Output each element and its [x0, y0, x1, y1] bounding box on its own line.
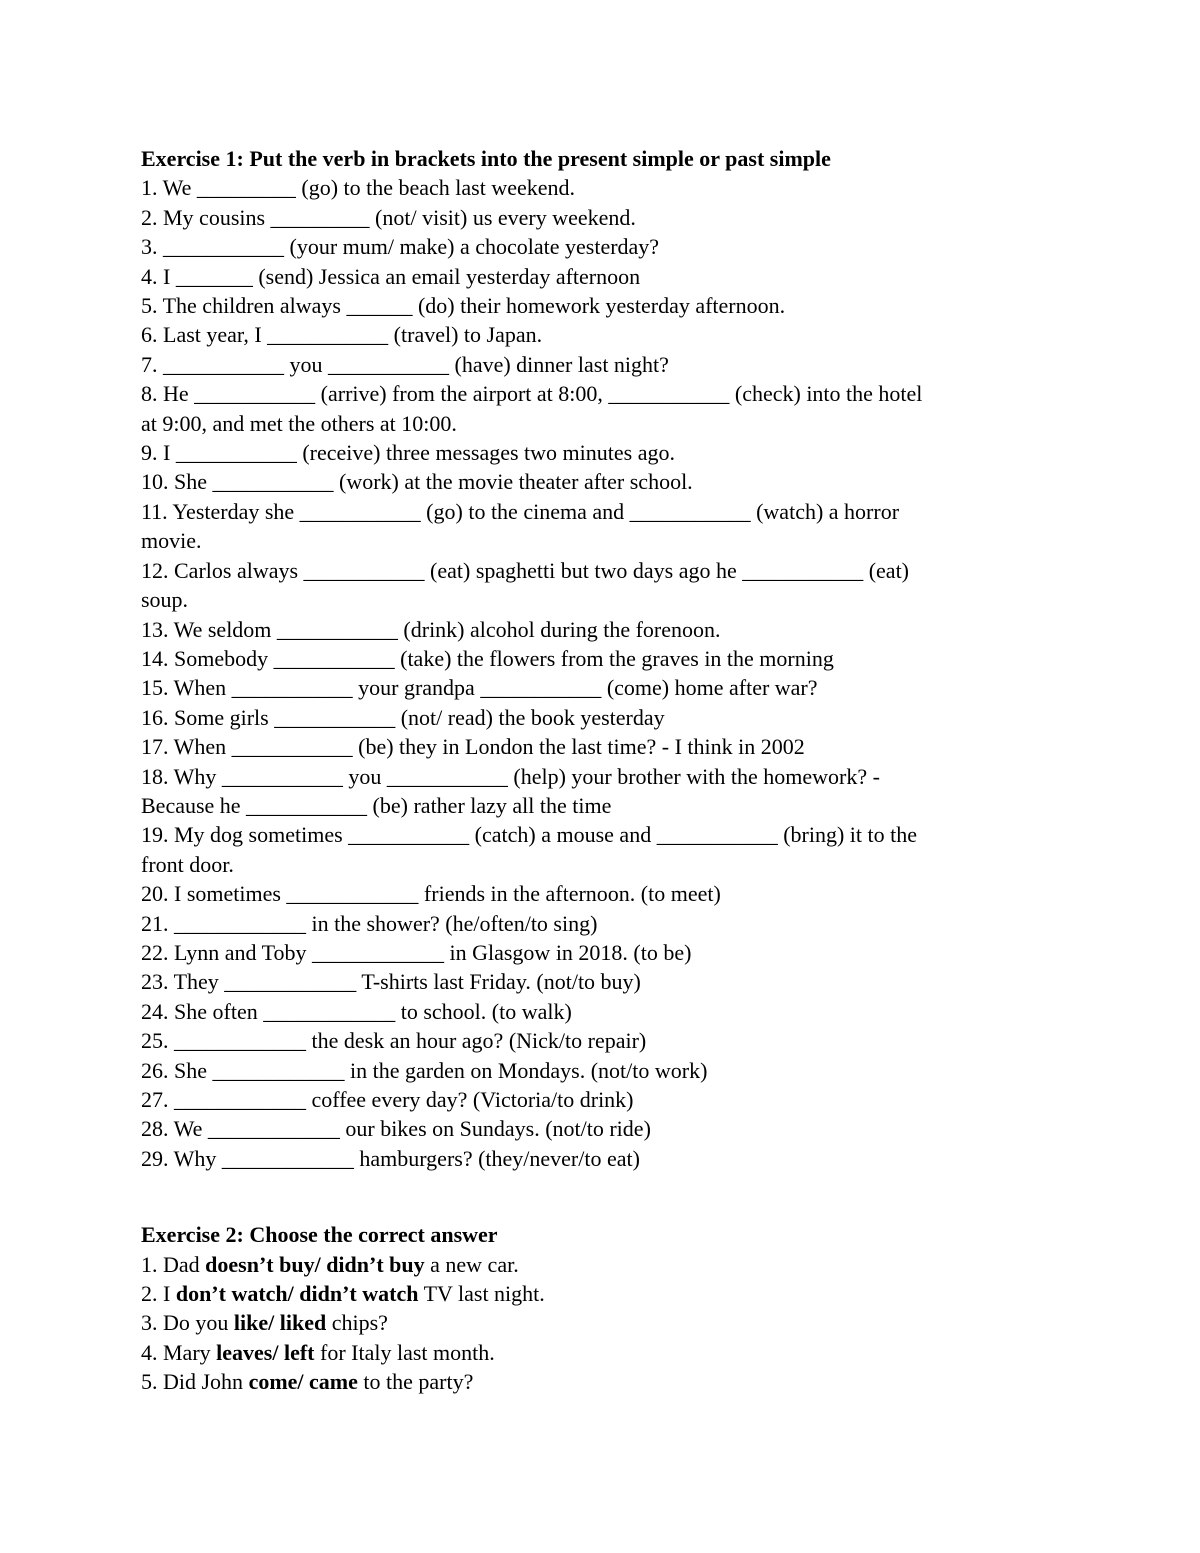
exercise-1-line: 11. Yesterday she ___________ (go) to the cinema and ___________ (watch) a horror: [141, 498, 900, 524]
exercise-1-line: 2. My cousins _________ (not/ visit) us every weekend.: [141, 204, 636, 230]
item-suffix: chips?: [326, 1310, 388, 1336]
exercise-1-line: 10. She ___________ (work) at the movie theater after school.: [141, 469, 693, 495]
exercise-1-line: 8. He ___________ (arrive) from the airport at 8:00, ___________ (check) into the hotel: [141, 381, 923, 407]
answer-choices: like/ liked: [233, 1310, 327, 1336]
exercise-1-items: [141, 173, 1061, 1173]
answer-choices: doesn’t buy/ didn’t buy: [205, 1251, 425, 1277]
exercise-2-item: [141, 1279, 1061, 1308]
exercise-1-line: 6. Last year, I ___________ (travel) to Japan.: [141, 322, 543, 348]
exercise-1-line: 20. I sometimes ____________ friends in the afternoon. (to meet): [141, 881, 721, 907]
section-spacer: [141, 1173, 1061, 1220]
exercise-1-line: 4. I _______ (send) Jessica an email yesterday afternoon: [141, 263, 641, 289]
exercise-1-line: 15. When ___________ your grandpa ___________ (come) home after war?: [141, 675, 818, 701]
exercise-1-line: 14. Somebody ___________ (take) the flowers from the graves in the morning: [141, 645, 834, 671]
item-prefix: 3. Do you: [141, 1310, 234, 1336]
exercise-1-line: 29. Why ____________ hamburgers? (they/never/to eat): [141, 1145, 640, 1171]
item-suffix: a new car.: [424, 1251, 519, 1277]
exercise-1-line: front door.: [141, 851, 234, 877]
exercise-1-line: 13. We seldom ___________ (drink) alcohol during the forenoon.: [141, 616, 721, 642]
answer-choices: leaves/ left: [216, 1339, 315, 1365]
exercise-1-line: 26. She ____________ in the garden on Mondays. (not/to work): [141, 1057, 708, 1083]
exercise-1-line: 24. She often ____________ to school. (to walk): [141, 998, 572, 1024]
answer-choices: come/ came: [248, 1369, 358, 1395]
exercise-1-line: 3. ___________ (your mum/ make) a chocolate yesterday?: [141, 234, 660, 260]
exercise-1-line: at 9:00, and met the others at 10:00.: [141, 410, 457, 436]
item-suffix: for Italy last month.: [314, 1339, 495, 1365]
exercise-1-line: 23. They ____________ T-shirts last Friday. (not/to buy): [141, 969, 641, 995]
item-suffix: TV last night.: [418, 1281, 545, 1307]
exercise-2-item: [141, 1308, 1061, 1337]
exercise-1: [141, 144, 1061, 1173]
exercise-1-line: 25. ____________ the desk an hour ago? (Nick/to repair): [141, 1028, 647, 1054]
item-prefix: 1. Dad: [141, 1251, 206, 1277]
exercise-1-line: 7. ___________ you ___________ (have) dinner last night?: [141, 351, 669, 377]
exercise-2-item: [141, 1338, 1061, 1367]
exercise-1-line: 1. We _________ (go) to the beach last weekend.: [141, 175, 576, 201]
exercise-1-line: 18. Why ___________ you ___________ (help) your brother with the homework? -: [141, 763, 880, 789]
item-prefix: 4. Mary: [141, 1339, 217, 1365]
item-prefix: 5. Did John: [141, 1369, 249, 1395]
exercise-1-line: 22. Lynn and Toby ____________ in Glasgow in 2018. (to be): [141, 939, 692, 965]
exercise-1-line: 9. I ___________ (receive) three messages two minutes ago.: [141, 440, 675, 466]
worksheet: [141, 144, 1061, 1397]
answer-choices: don’t watch/ didn’t watch: [175, 1281, 419, 1307]
exercise-1-line: soup.: [141, 587, 189, 613]
item-suffix: to the party?: [357, 1369, 474, 1395]
exercise-1-line: 12. Carlos always ___________ (eat) spaghetti but two days ago he ___________ (eat): [141, 557, 910, 583]
item-prefix: 2. I: [141, 1281, 176, 1307]
exercise-1-line: 16. Some girls ___________ (not/ read) the book yesterday: [141, 704, 665, 730]
exercise-1-line: 28. We ____________ our bikes on Sundays. (not/to ride): [141, 1116, 651, 1142]
exercise-1-heading: Exercise 1: Put the verb in brackets into the present simple or past simple: [141, 146, 831, 171]
exercise-1-line: movie.: [141, 528, 202, 554]
exercise-1-line: 17. When ___________ (be) they in London the last time? - I think in 2002: [141, 734, 805, 760]
exercise-2-heading: Exercise 2: Choose the correct answer: [141, 1222, 498, 1248]
exercise-1-line: 21. ____________ in the shower? (he/often/to sing): [141, 910, 598, 936]
exercise-2: [141, 1220, 1061, 1396]
exercise-2-item: [141, 1250, 1061, 1279]
exercise-1-line: 5. The children always ______ (do) their homework yesterday afternoon.: [141, 293, 786, 319]
exercise-1-line: 27. ____________ coffee every day? (Victoria/to drink): [141, 1087, 634, 1112]
exercise-2-item: [141, 1367, 1061, 1396]
exercise-1-line: 19. My dog sometimes ___________ (catch) a mouse and ___________ (bring) it to the: [141, 822, 917, 848]
exercise-1-line: Because he ___________ (be) rather lazy all the time: [141, 792, 612, 818]
